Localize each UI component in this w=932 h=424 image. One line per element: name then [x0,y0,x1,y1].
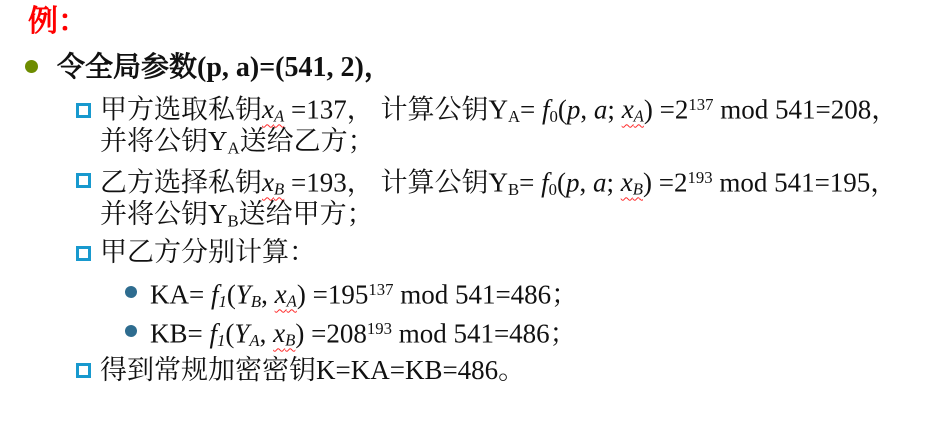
hollow-square-bullet-icon [76,246,91,261]
spellcheck-underline [273,318,296,351]
text-run: 甲乙方分别计算： [100,237,316,267]
text-run: f [542,94,550,125]
spellcheck-underline [262,167,285,200]
text-run: B [273,180,285,200]
text-run: x [620,167,633,198]
spellcheck-underline [262,94,285,127]
text-run: mod 541=486； [393,279,579,310]
text-run: A [249,331,260,351]
text-run: B [632,180,643,200]
text-run: x [621,94,634,125]
text-run: ; [606,167,621,198]
text-run: 1 [217,331,226,351]
text-run: 并将公钥Y [100,126,228,156]
text-run: 193 [687,168,713,187]
text-run: A [227,138,240,158]
text-run: ) =195 [296,279,369,310]
text-run: 1 [218,292,227,312]
text-run: a [593,167,607,198]
text-run: A [273,107,285,127]
text-run: 并将公钥Y [100,199,228,229]
text-run: 送给乙方； [239,126,375,156]
text-run: p [566,167,580,198]
text-run: 乙方选择私钥 [100,167,262,198]
text-run: , [259,318,274,349]
text-run: x [262,167,274,198]
text-run: 甲方选取私钥 [100,94,262,125]
text-run: , [579,167,593,198]
text-run: ( [557,167,566,198]
text-run: , [580,94,594,125]
text-run: , [261,279,275,310]
text-run: ; [607,94,622,125]
text-run: 193 [366,319,392,338]
text-run: = [520,94,543,125]
text-run: KB= [150,318,210,349]
text-run: 137 [688,95,714,114]
text-run: x [273,318,286,349]
text-run: KA= [150,279,211,310]
text-run: A [286,292,297,312]
text-run: A [633,107,644,127]
text-run: ( [226,279,236,310]
text-run: 送给甲方； [238,199,374,229]
text-run: ( [225,318,235,349]
hollow-square-bullet-icon [76,103,91,118]
text-run: ) =208 [295,318,367,349]
spellcheck-underline [620,167,643,200]
slide-title: 例： [28,5,88,38]
text-run: B [250,292,262,312]
filled-circle-bullet-icon [25,60,38,73]
text-run: B [285,331,296,351]
text-run: B [507,180,520,200]
text-run: ) =2 [642,167,688,198]
text-run: x [262,94,274,125]
text-run: 137 [368,280,394,299]
global-params-line: 令全局参数(p, a)=(541, 2)， [57,52,392,83]
filled-dot-bullet-icon [125,286,137,298]
text-run: 得到常规加密密钥K=KA=KB=486。 [100,355,526,385]
text-run: f [210,279,219,310]
text-run: p [566,94,581,125]
text-run: mod 541=486； [391,318,577,349]
text-run: B [227,211,239,231]
text-run: = [519,167,542,198]
hollow-square-bullet-icon [76,363,91,378]
text-run: f [541,167,549,198]
compute-header-line [100,234,316,270]
text-run: ( [557,94,567,125]
text-run: 0 [548,180,557,200]
spellcheck-underline [274,279,297,312]
text-run: A [507,107,521,127]
text-run: mod 541=208， [713,94,899,125]
text-run: ) =2 [643,94,689,125]
hollow-square-bullet-icon [76,173,91,188]
text-run: Y [234,318,250,349]
text-run: 0 [549,107,558,127]
conclusion-line [100,352,525,388]
text-run: mod 541=195， [712,167,898,198]
text-run: =193， 计算公钥Y [284,167,508,198]
filled-dot-bullet-icon [125,325,137,337]
text-run: x [274,279,287,310]
text-run: Y [235,279,251,310]
text-run: a [593,94,608,125]
spellcheck-underline [621,94,644,127]
text-run: f [209,318,217,349]
text-run: =137， 计算公钥Y [284,94,508,125]
